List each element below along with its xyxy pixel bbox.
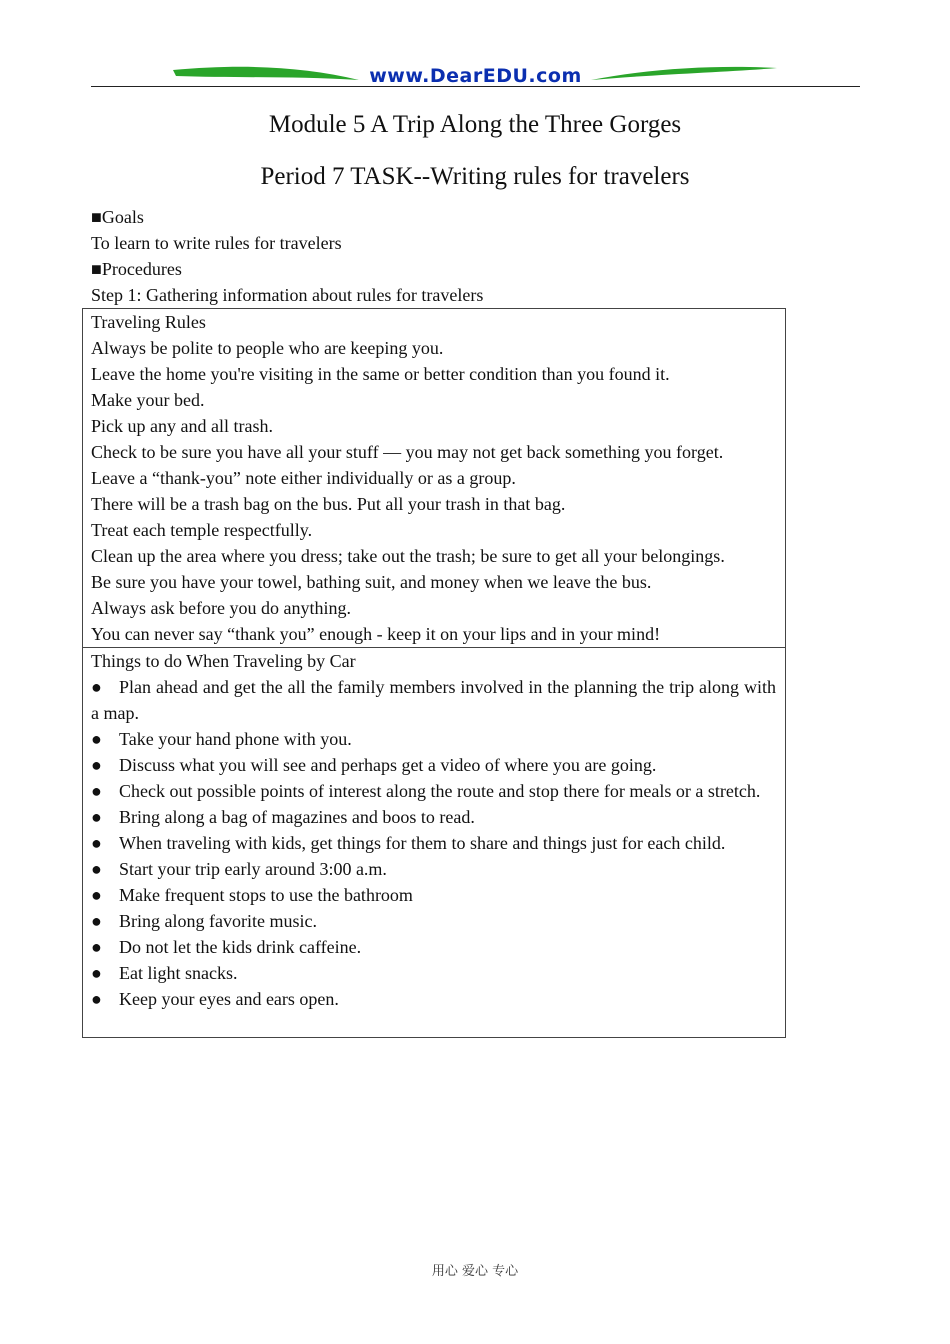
rule-item: Clean up the area where you dress; take out the trash; be sure to get all your belongings. — [91, 546, 725, 566]
car-travel-box — [82, 647, 786, 1038]
list-item: ● Check out possible points of interest along the route and stop there for meals or a stretch. — [91, 778, 776, 804]
list-item: ● Bring along a bag of magazines and boos to read. — [91, 804, 776, 830]
list-item: ● Bring along favorite music. — [91, 908, 776, 934]
bullet-icon: ● — [91, 807, 102, 827]
procedures-heading: ■Procedures — [91, 259, 182, 279]
list-item: ● Do not let the kids drink caffeine. — [91, 934, 776, 960]
bullet-icon: ● — [91, 781, 102, 801]
goals-text: To learn to write rules for travelers — [91, 233, 342, 253]
list-item: ● Take your hand phone with you. — [91, 726, 776, 752]
step-1: Step 1: Gathering information about rules for travelers — [91, 285, 484, 305]
rule-item: Pick up any and all trash. — [91, 416, 273, 436]
bullet-icon: ● — [91, 677, 102, 697]
list-item: ● Make frequent stops to use the bathroom — [91, 882, 776, 908]
rule-item: Always ask before you do anything. — [91, 598, 351, 618]
rule-item: Treat each temple respectfully. — [91, 520, 313, 540]
page-title: Module 5 A Trip Along the Three Gorges — [268, 111, 682, 138]
rule-item: There will be a trash bag on the bus. Put all your trash in that bag. — [91, 494, 566, 514]
page-footer: 用心 爱心 专心 — [431, 1264, 519, 1279]
bullet-icon: ● — [91, 911, 102, 931]
list-item: ● Keep your eyes and ears open. — [91, 986, 776, 1012]
list-item: ● Plan ahead and get the all the family members involved in the planning the trip along with a map. — [91, 674, 776, 726]
rule-item: Make your bed. — [91, 390, 205, 410]
list-item: ● Discuss what you will see and perhaps get a video of where you are going. — [91, 752, 776, 778]
rule-item: Always be polite to people who are keeping you. — [91, 338, 444, 358]
page-subtitle: Period 7 TASK--Writing rules for travelers — [260, 163, 690, 190]
rule-item: Leave a “thank-you” note either individually or as a group. — [91, 468, 516, 488]
traveling-rules-box — [82, 308, 786, 648]
list-item: ● Eat light snacks. — [91, 960, 776, 986]
bullet-icon: ● — [91, 885, 102, 905]
car-travel-heading: Things to do When Traveling by Car — [91, 651, 356, 671]
list-item: ● Start your trip early around 3:00 a.m. — [91, 856, 776, 882]
goals-heading: ■Goals — [91, 207, 144, 227]
logo-text[interactable]: www.DearEDU.com — [369, 65, 582, 87]
header-rule — [91, 86, 860, 87]
bullet-icon: ● — [91, 937, 102, 957]
rule-item: You can never say “thank you” enough - keep it on your lips and in your mind! — [91, 624, 661, 644]
rule-item: Check to be sure you have all your stuff — you may not get back something you forget. — [91, 442, 724, 462]
list-item: ● When traveling with kids, get things for them to share and things just for each child. — [91, 830, 776, 856]
traveling-rules-heading: Traveling Rules — [91, 312, 206, 332]
bullet-icon: ● — [91, 729, 102, 749]
bullet-icon: ● — [91, 755, 102, 775]
rule-item: Be sure you have your towel, bathing suit, and money when we leave the bus. — [91, 572, 652, 592]
bullet-icon: ● — [91, 963, 102, 983]
bullet-icon: ● — [91, 833, 102, 853]
rule-item: Leave the home you're visiting in the same or better condition than you found it. — [91, 364, 670, 384]
bullet-icon: ● — [91, 989, 102, 1009]
bullet-icon: ● — [91, 859, 102, 879]
